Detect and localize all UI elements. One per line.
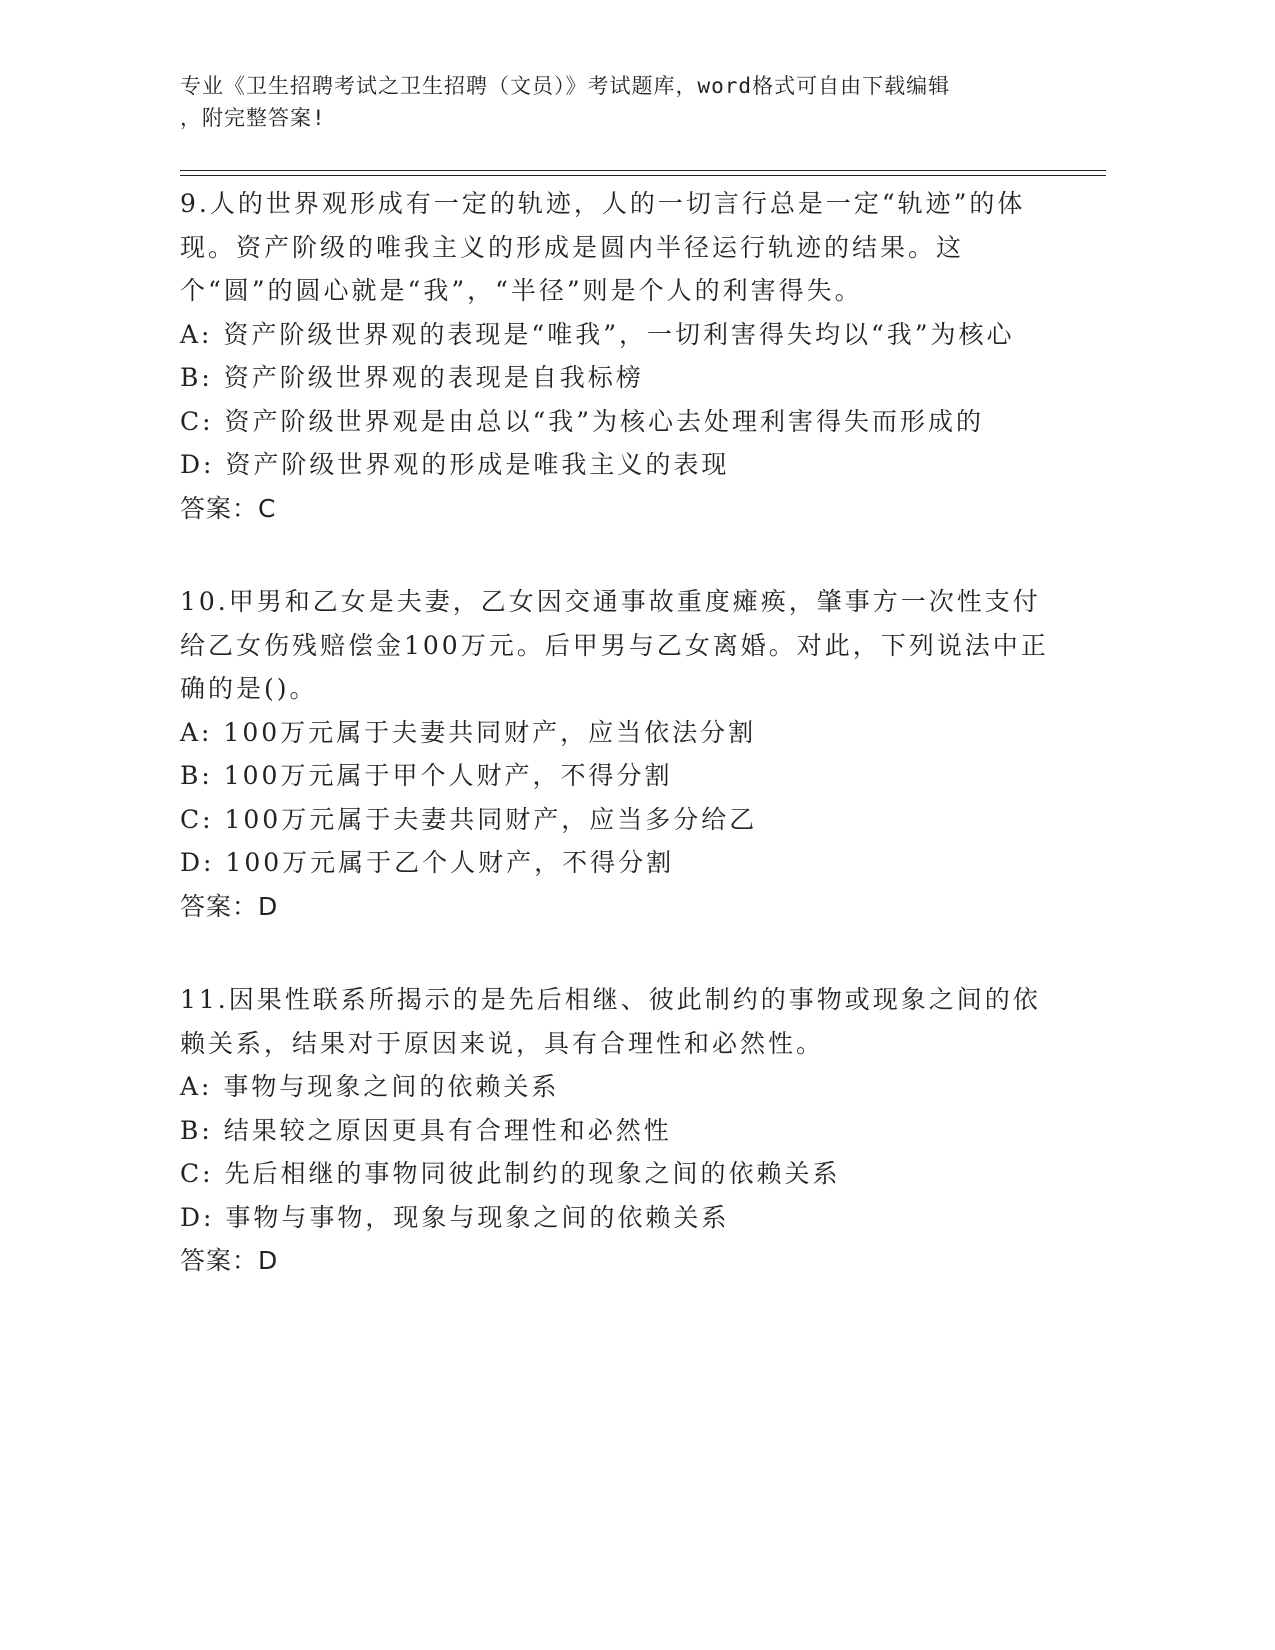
question-10: [180, 580, 1060, 928]
option-b: B: 100万元属于甲个人财产，不得分割: [180, 761, 673, 790]
option-d: D: 100万元属于乙个人财产，不得分割: [180, 848, 675, 877]
question-stem: 11.因果性联系所揭示的是先后相继、彼此制约的事物或现象之间的依赖关系，结果对于原因来说，具有合理性和必然性。: [180, 985, 1041, 1058]
header-line-1: 专业《卫生招聘考试之卫生招聘（文员）》考试题库，word格式可自由下载编辑: [180, 74, 951, 98]
header-divider-top: [180, 170, 1106, 171]
answer-line: 答案：D: [180, 891, 279, 921]
option-a: A: 100万元属于夫妻共同财产，应当依法分割: [180, 717, 757, 747]
option-b: B: 资产阶级世界观的表现是自我标榜: [180, 363, 644, 392]
option-c: C: 先后相继的事物同彼此制约的现象之间的依赖关系: [180, 1159, 841, 1188]
document-header: [180, 70, 1060, 134]
answer-line: 答案：D: [180, 1246, 279, 1275]
option-a: A: 事物与现象之间的依赖关系: [180, 1072, 560, 1101]
answer-line: 答案：C: [180, 493, 277, 523]
question-stem: 10.甲男和乙女是夫妻，乙女因交通事故重度瘫痪，肇事方一次性支付给乙女伤残赔偿金100万元。后甲男与乙女离婚。对此，下列说法中正确的是()。: [180, 587, 1049, 703]
question-9: [180, 182, 1060, 530]
question-stem: 9.人的世界观形成有一定的轨迹，人的一切言行总是一定“轨迹”的体现。资产阶级的唯我主义的形成是圆内半径运行轨迹的结果。这个“圆”的圆心就是“我”，“半径”则是个人的利害得失。: [180, 189, 1026, 305]
question-11: [180, 978, 1060, 1283]
header-divider-bottom: [180, 175, 1106, 176]
option-d: D: 事物与事物，现象与现象之间的依赖关系: [180, 1202, 730, 1232]
option-d: D: 资产阶级世界观的形成是唯我主义的表现: [180, 450, 730, 479]
option-c: C: 100万元属于夫妻共同财产，应当多分给乙: [180, 804, 758, 834]
option-b: B: 结果较之原因更具有合理性和必然性: [180, 1115, 672, 1145]
option-a: A: 资产阶级世界观的表现是“唯我”，一切利害得失均以“我”为核心: [180, 319, 1015, 349]
question-list: [180, 182, 1060, 1333]
header-line-2: ，附完整答案!: [180, 106, 326, 130]
option-c: C: 资产阶级世界观是由总以“我”为核心去处理利害得失而形成的: [180, 406, 985, 436]
